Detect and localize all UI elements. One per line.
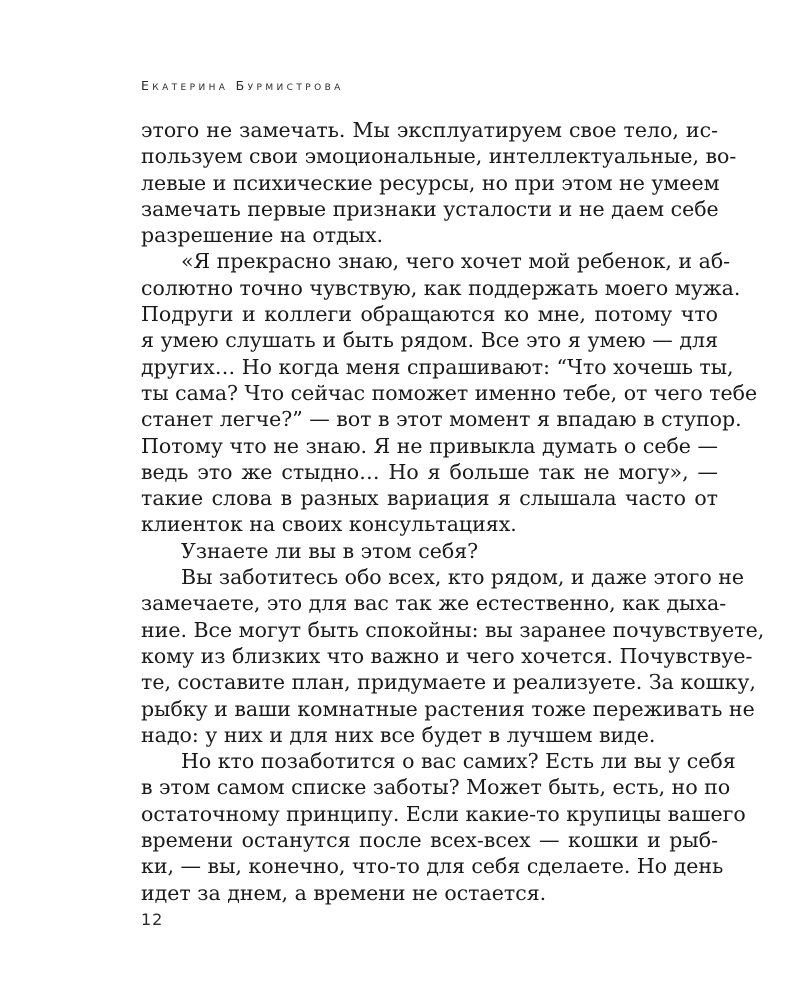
text-line: ние. Все могут быть спокойны: вы заранее почувствуете, [141, 617, 765, 642]
text-line: Но кто позаботится о вас самих? Есть ли вы у себя [181, 749, 736, 774]
text-line: такие слова в разных вариация я слышала часто от [141, 486, 718, 511]
text-line: ты сама? Что сейчас поможет именно тебе, от чего тебе [141, 380, 758, 405]
text-line: Узнаете ли вы в этом себя? [181, 538, 479, 563]
text-line: остаточному принципу. Если какие-то крупицы вашего [141, 801, 746, 826]
text-line: замечать первые признаки усталости и не даем себе [141, 196, 719, 221]
text-line: в этом самом списке заботы? Может быть, есть, но по [141, 775, 731, 800]
text-line: пользуем свои эмоциональные, интеллектуальные, во- [141, 144, 737, 169]
text-line: я умею слушать и быть рядом. Все это я умею — для [141, 328, 718, 353]
running-header-author: Екатерина Бурмистрова [141, 78, 344, 93]
text-line: надо: у них и для них все будет в лучшем виде. [141, 722, 656, 747]
text-line: кому из близких что важно и чего хочется. Почувствуе- [141, 643, 753, 668]
page-number: 12 [141, 910, 164, 929]
text-line: замечаете, это для вас так же естественно, как дыха- [141, 591, 727, 616]
text-line: времени останутся после всех-всех — кошки и рыб- [141, 828, 718, 853]
text-line: Потому что не знаю. Я не привыкла думать о себе — [141, 433, 718, 458]
text-line: рыбку и ваши комнатные растения тоже переживать не [141, 696, 755, 721]
text-line: других… Но когда меня спрашивают: “Что хочешь ты, [141, 354, 734, 379]
text-line: те, составите план, придумаете и реализуете. За кошку, [141, 670, 756, 695]
text-line: разрешение на отдых. [141, 223, 384, 248]
text-line: ки, — вы, конечно, что-то для себя сделаете. Но день [141, 854, 724, 879]
text-line: клиенток на своих консультациях. [141, 512, 517, 537]
text-line: Вы заботитесь обо всех, кто рядом, и даже этого не [181, 565, 745, 590]
text-line: «Я прекрасно знаю, чего хочет мой ребенок, и аб- [181, 249, 731, 274]
text-line: идет за днем, а времени не остается. [141, 880, 547, 905]
text-line: станет легче?” — вот в этот момент я впадаю в ступор. [141, 407, 742, 432]
text-line: левые и психические ресурсы, но при этом не умеем [141, 170, 720, 195]
text-line: этого не замечать. Мы эксплуатируем свое тело, ис- [141, 118, 718, 142]
text-line: солютно точно чувствую, как поддержать моего мужа. [141, 275, 741, 300]
text-line: ведь это же стыдно… Но я больше так не могу», — [141, 459, 718, 484]
body-text [141, 117, 765, 906]
text-line: Подруги и коллеги обращаются ко мне, потому что [141, 302, 718, 327]
